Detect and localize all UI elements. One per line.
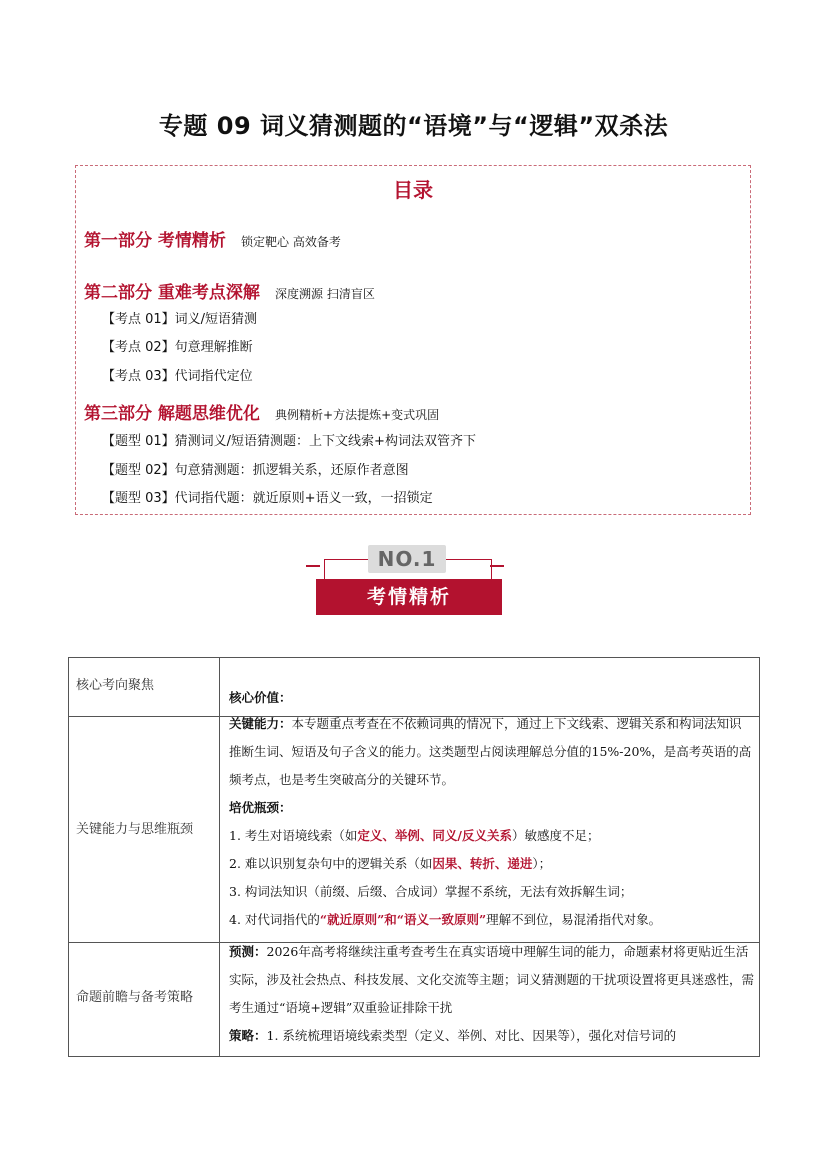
section-badge — [300, 545, 510, 625]
bottleneck-item: 1. 考生对语境线索（如定义、举例、同义/反义关系）敏感度不足； — [229, 828, 600, 843]
page-title: 专题 09 词义猜测题的“语境”与“逻辑”双杀法 — [158, 112, 669, 140]
row-label-core-focus: 核心考向聚焦 — [76, 678, 155, 693]
badge-line-left — [306, 565, 320, 567]
forecast-cell — [229, 938, 754, 1050]
badge-label: 考情精析 — [316, 579, 502, 615]
row-label-key-ability: 关键能力与思维瓶颈 — [76, 822, 194, 837]
core-value-cell — [229, 684, 754, 712]
part-3-title: 第三部分 解题思维优化 — [84, 404, 260, 424]
toc-item: 【题型 03】代词指代题：就近原则+语义一致，一招锁定 — [102, 491, 433, 506]
bottleneck-item: 3. 构词法知识（前缀、后缀、合成词）掌握不系统，无法有效拆解生词； — [229, 884, 633, 899]
toc-item: 【考点 02】句意理解推断 — [102, 340, 253, 355]
key-ability-text: 本专题重点考查在不依赖词典的情况下，通过上下文线索、逻辑关系和构词法知识推断生词、短语及句子含义的能力。这类题型占阅读理解总分值的15%-20%，是高考英语的高频考点，也是考生突破高分的关键环节。 — [229, 716, 752, 787]
toc-part-3 — [84, 399, 439, 424]
part-1-title: 第一部分 考情精析 — [84, 231, 226, 251]
forecast-label: 预测： — [229, 944, 267, 959]
strategy-label: 策略： — [229, 1028, 267, 1043]
key-ability-label: 关键能力： — [229, 716, 292, 731]
toc-part-2 — [84, 278, 375, 303]
analysis-table — [68, 657, 760, 1057]
forecast-text: 2026年高考将继续注重考查考生在真实语境中理解生词的能力，命题素材将更贴近生活实际，涉及社会热点、科技发展、文化交流等主题；词义猜测题的干扰项设置将更具迷惑性，需考生通过“语境+逻辑”双重验证排除干扰 — [229, 944, 755, 1015]
badge-line-right — [490, 565, 504, 567]
toc-part-1 — [84, 226, 341, 251]
part-1-subtitle: 锁定靶心 高效备考 — [241, 235, 341, 249]
part-3-subtitle: 典例精析+方法提炼+变式巩固 — [275, 408, 440, 422]
toc-item: 【题型 02】句意猜测题：抓逻辑关系，还原作者意图 — [102, 463, 409, 478]
bottleneck-heading: 培优瓶颈： — [229, 800, 292, 815]
forecast-paragraph — [229, 938, 754, 1022]
column-divider — [219, 658, 220, 1056]
bottleneck-item: 2. 难以识别复杂句中的逻辑关系（如因果、转折、递进）； — [229, 856, 552, 871]
key-ability-paragraph — [229, 710, 754, 794]
table-of-contents — [75, 165, 751, 515]
bottleneck-item: 4. 对代词指代的“就近原则”和“语义一致原则”理解不到位，易混淆指代对象。 — [229, 912, 662, 927]
key-ability-cell — [229, 710, 754, 934]
part-2-title: 第二部分 重难考点深解 — [84, 283, 260, 303]
toc-heading: 目录 — [393, 178, 433, 202]
badge-number: NO.1 — [368, 545, 446, 573]
toc-item: 【题型 01】猜测词义/短语猜测题：上下文线索+构词法双管齐下 — [102, 434, 476, 449]
part-2-subtitle: 深度溯源 扫清盲区 — [275, 287, 375, 301]
toc-item: 【考点 01】词义/短语猜测 — [102, 312, 258, 327]
row-label-forecast: 命题前瞻与备考策略 — [76, 990, 194, 1005]
core-value-label: 核心价值： — [229, 690, 292, 705]
strategy-text: 1. 系统梳理语境线索类型（定义、举例、对比、因果等），强化对信号词的 — [266, 1028, 677, 1043]
toc-item: 【考点 03】代词指代定位 — [102, 369, 253, 384]
strategy-paragraph — [229, 1022, 754, 1050]
